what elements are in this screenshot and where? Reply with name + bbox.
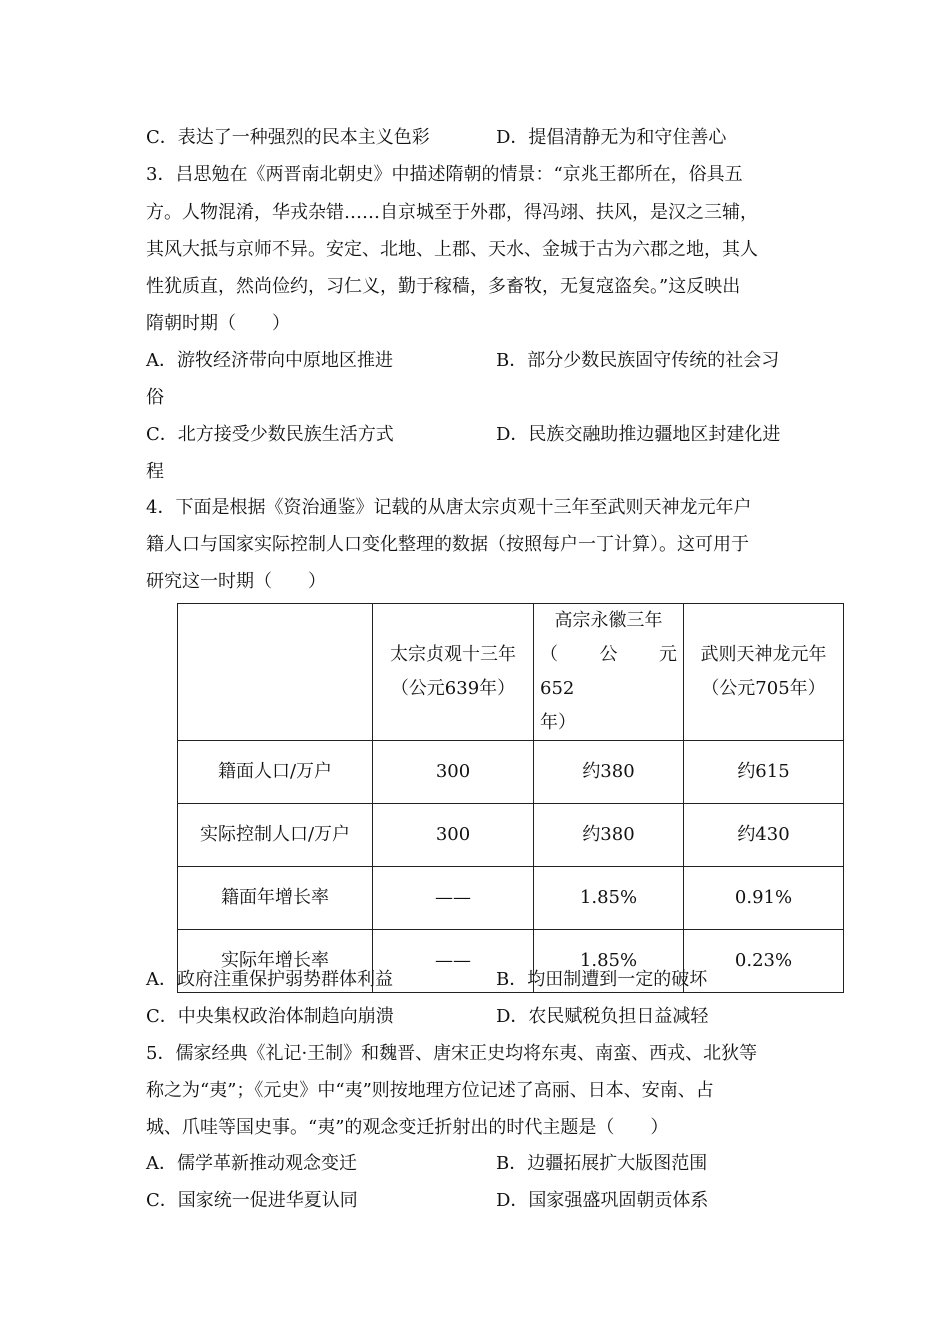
header-line: （ 公 元 652 bbox=[540, 644, 695, 699]
table-cell: 0.23% bbox=[684, 930, 844, 993]
q5-stem-line: 5．儒家经典《礼记·王制》和魏晋、唐宋正史均将东夷、南蛮、西戎、北狄等 bbox=[146, 1043, 758, 1064]
table-row bbox=[178, 804, 844, 867]
table-cell: 籍面人口/万户 bbox=[178, 741, 373, 804]
table-cell: 实际年增长率 bbox=[178, 930, 373, 993]
q2-option-c: C．表达了一种强烈的民本主义色彩 bbox=[146, 127, 430, 148]
population-table bbox=[177, 603, 844, 993]
q4-option-b: B．均田制遭到一定的破坏 bbox=[496, 969, 708, 990]
header-line: 武则天神龙元年 bbox=[700, 644, 827, 665]
q5-option-d: D．国家强盛巩固朝贡体系 bbox=[496, 1190, 709, 1211]
q3-option-d: D．民族交融助推边疆地区封建化进 bbox=[496, 424, 781, 445]
table-row bbox=[178, 741, 844, 804]
table-row bbox=[178, 867, 844, 930]
q3-option-b-wrap: 俗 bbox=[146, 387, 164, 408]
q3-stem-line: 其风大抵与京师不异。安定、北地、上郡、天水、金城于古为六郡之地，其人 bbox=[146, 239, 758, 260]
q5-stem-line: 城、爪哇等国史事。“夷”的观念变迁折射出的时代主题是（ ） bbox=[146, 1117, 669, 1138]
table-cell: 约615 bbox=[684, 741, 844, 804]
table-header-cell bbox=[684, 604, 844, 741]
q3-stem-line: 性犹质直，然尚俭约，习仁义，勤于稼穑，多畜牧，无复寇盗矣。”这反映出 bbox=[146, 276, 741, 297]
q5-option-a: A．儒学革新推动观念变迁 bbox=[146, 1153, 357, 1174]
q3-option-a: A．游牧经济带向中原地区推进 bbox=[146, 350, 393, 371]
q3-stem-line: 3．吕思勉在《两晋南北朝史》中描述隋朝的情景：“京兆王都所在，俗具五 bbox=[146, 164, 743, 185]
table-cell: 0.91% bbox=[684, 867, 844, 930]
header-line: （公元639年） bbox=[390, 678, 516, 699]
table-cell: —— bbox=[373, 867, 534, 930]
table-header-row bbox=[178, 604, 844, 741]
q5-option-b: B．边疆拓展扩大版图范围 bbox=[496, 1153, 708, 1174]
q4-stem-line: 研究这一时期（ ） bbox=[146, 571, 326, 592]
header-line: （公元705年） bbox=[701, 678, 826, 699]
table-header-cell bbox=[534, 604, 695, 741]
q3-option-c: C．北方接受少数民族生活方式 bbox=[146, 424, 394, 445]
q5-option-c: C．国家统一促进华夏认同 bbox=[146, 1190, 358, 1211]
q4-stem-line: 4．下面是根据《资治通鉴》记载的从唐太宗贞观十三年至武则天神龙元年户 bbox=[146, 497, 752, 518]
table-cell: 约430 bbox=[684, 804, 844, 867]
q4-option-c: C．中央集权政治体制趋向崩溃 bbox=[146, 1006, 394, 1027]
header-line: 高宗永徽三年 bbox=[554, 610, 663, 631]
header-line: 太宗贞观十三年 bbox=[390, 644, 516, 665]
table-cell: 1.85% bbox=[534, 867, 684, 930]
q3-stem-line: 隋朝时期（ ） bbox=[146, 313, 290, 334]
header-line: 年） bbox=[540, 712, 576, 733]
table-cell: 1.85% bbox=[534, 930, 684, 993]
table-cell: 300 bbox=[373, 741, 534, 804]
q3-option-d-wrap: 程 bbox=[146, 461, 164, 482]
table-cell: —— bbox=[373, 930, 534, 993]
table-cell: 300 bbox=[373, 804, 534, 867]
table-cell: 约380 bbox=[534, 741, 684, 804]
q4-option-a: A．政府注重保护弱势群体利益 bbox=[146, 969, 393, 990]
q4-stem-line: 籍人口与国家实际控制人口变化整理的数据（按照每户一丁计算）。这可用于 bbox=[146, 534, 749, 555]
table-header-cell bbox=[373, 604, 534, 741]
table-cell: 实际控制人口/万户 bbox=[178, 804, 373, 867]
table-cell: 约380 bbox=[534, 804, 684, 867]
table-header-cell bbox=[178, 604, 373, 741]
q5-stem-line: 称之为“夷”；《元史》中“夷”则按地理方位记述了高丽、日本、安南、占 bbox=[146, 1080, 714, 1101]
q3-option-b: B．部分少数民族固守传统的社会习 bbox=[496, 350, 780, 371]
q2-option-d: D．提倡清静无为和守住善心 bbox=[496, 127, 727, 148]
q4-option-d: D．农民赋税负担日益减轻 bbox=[496, 1006, 709, 1027]
q3-stem-line: 方。人物混淆，华戎杂错……自京城至于外郡，得冯翊、扶风，是汉之三辅， bbox=[146, 202, 758, 223]
table-cell: 籍面年增长率 bbox=[178, 867, 373, 930]
